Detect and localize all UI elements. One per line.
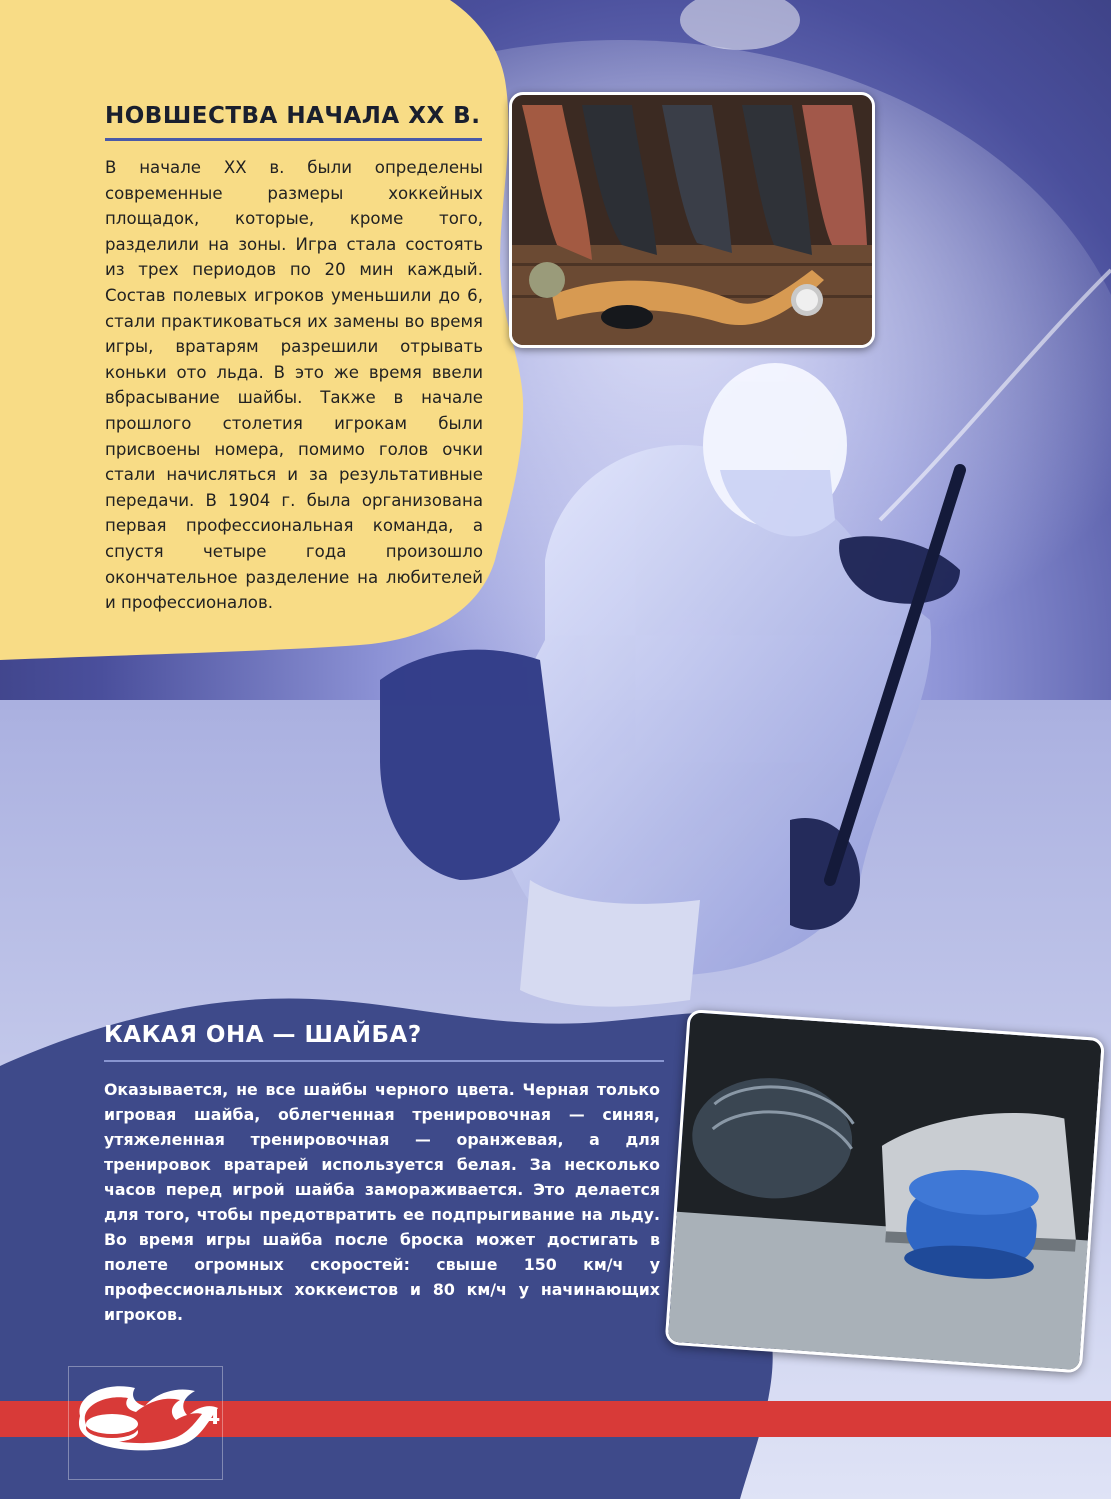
vintage-skates-photo	[509, 92, 875, 348]
section2-paragraph: Оказывается, не все шайбы черного цвета. Черная только игровая шайба, облегченная тренировочная — синяя, утяжеленная тренировочная — оранжевая, а для тренировок вратарей используется белая. За несколько часов перед игрой шайба замораживается. Это делается для того, чтобы предотвратить ее подпрыгивание на льду. Во время игры шайба после броска может достигать в полете огромных скоростей: свыше 150 км/ч у профессиональных хоккеистов и 80 км/ч у начинающих игроков.	[104, 1080, 660, 1324]
section1-title-underline	[105, 138, 482, 141]
blue-puck-photo	[665, 1009, 1099, 1367]
section1-paragraph: В начале XX в. были определены современные размеры хоккейных площадок, которые, кроме того, разделили на зоны. Игра стала состоять из трех периодов по 20 мин каждый. Состав полевых игроков уменьшили до 6, стали практиковаться их замены во время игры, вратарям разрешили отрывать коньки ото льда. В это же время ввели вбрасывание шайбы. Также в начале прошлого столетия игрокам были присвоены номера, помимо голов очки стали начисляться и за результативные передачи. В 1904 г. была организована первая профессиональная команда, а спустя четыре года произошло окончательное разделение на любителей и профессионалов.	[105, 158, 483, 613]
page-number: 4	[205, 1405, 221, 1430]
section2-title: КАКАЯ ОНА — ШАЙБА?	[104, 1022, 422, 1048]
section2-title-underline	[104, 1060, 664, 1062]
arena-light	[680, 0, 800, 50]
flaming-puck-logo	[60, 1366, 220, 1466]
section1-title: НОВШЕСТВА НАЧАЛА XX В.	[105, 103, 481, 129]
